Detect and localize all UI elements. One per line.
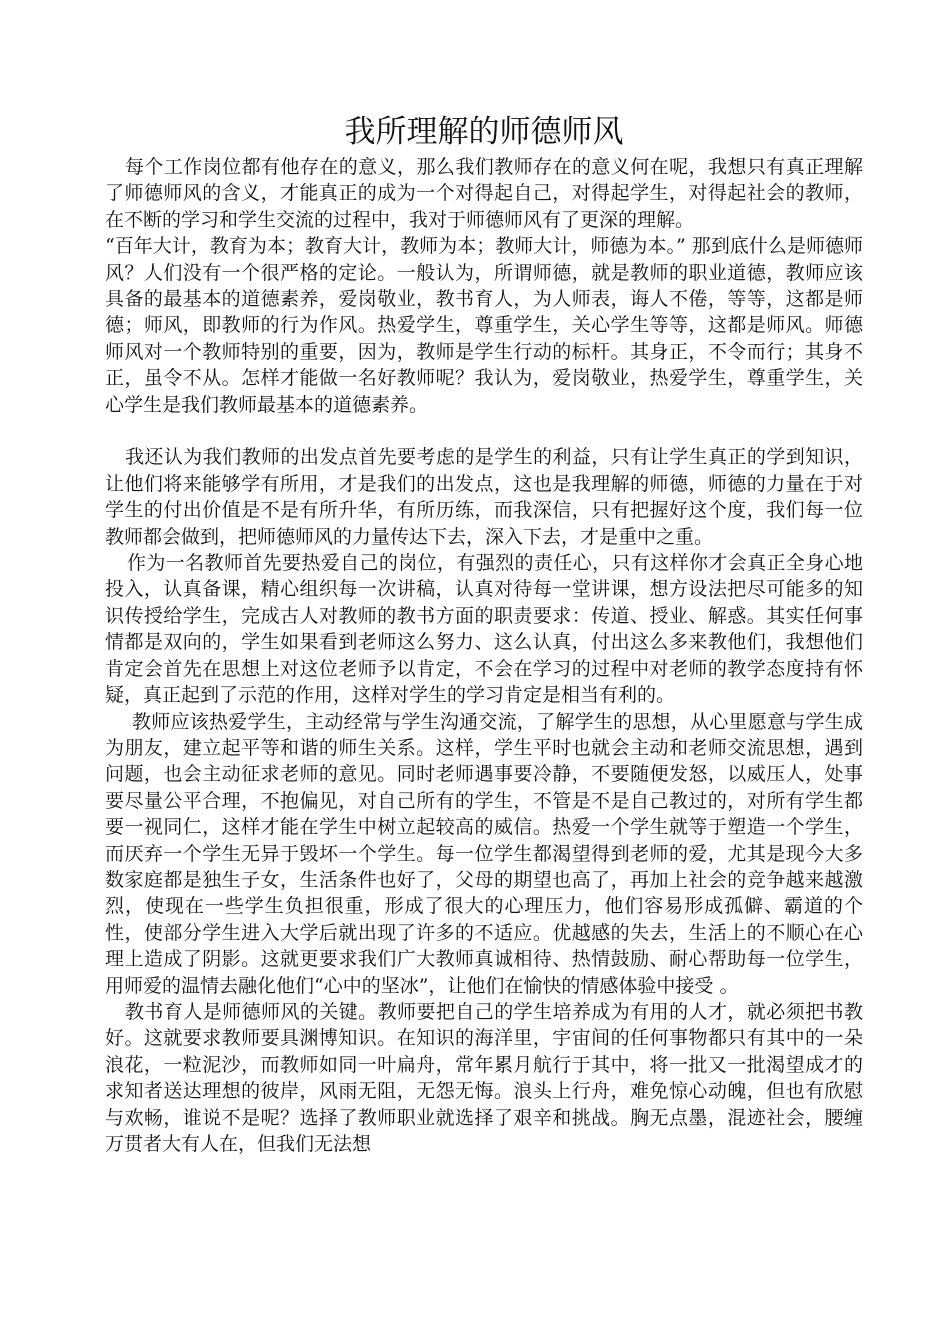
document-title: 我所理解的师德师风 — [344, 114, 624, 150]
paragraph-love-students: 教师应该热爱学生，主动经常与学生沟通交流，了解学生的思想，从心里愿意与学生成为朋友，建立起平等和谐的师生关系。这样，学生平时也就会主动和老师交流思想，遇到问题，也会主动征求老师的意见。同时老师遇事要冷静，不要随便发怒，以威压人，处事要尽量公平合理，不抱偏见，对自己所有的学生，不管是不是自己教过的，对所有学生都要一视同仁，这样才能在学生中树立起较高的威信。热爱一个学生就等于塑造一个学生，而厌弃一个学生无异于毁坏一个学生。每一位学生都渴望得到老师的爱，尤其是现今大多数家庭都是独生子女，生活条件也好了，父母的期望也高了，再加上社会的竞争越来越激烈，使现在一些学生负担很重，形成了很大的心理压力，他们容易形成孤僻、霸道的个性，使部分学生进入大学后就出现了许多的不适应。优越感的失去，生活上的不顺心在心理上造成了阴影。这就更要求我们广大教师真诚相待、热情鼓励、耐心帮助每一位学生，用师爱的温情去融化他们“心中的坚冰”，让他们在愉快的情感体验中接受 。 — [105, 710, 863, 997]
blank-line-spacer — [105, 418, 863, 444]
paragraph-student-interest: 我还认为我们教师的出发点首先要考虑的是学生的利益，只有让学生真正的学到知识，让他们将来能够学有所用，才是我们的出发点，这也是我理解的师德，师德的力量在于对学生的付出价值是不是有所升华，有所历练，而我深信，只有把握好这个度，我们每一位教师都会做到，把师德师风的力量传达下去，深入下去，才是重中之重。 — [105, 446, 863, 548]
paragraph-definition: “百年大计，教育为本；教育大计，教师为本；教师大计，师德为本。” 那到底什么是师德师风？人们没有一个很严格的定论。一般认为，所谓师德，就是教师的职业道德，教师应该具备的最基本的道德素养，爱岗敬业，教书育人，为人师表，诲人不倦，等等，这都是师德；师风，即教师的行为作风。热爱学生，尊重学生，关心学生等等，这都是师风。师德师风对一个教师特别的重要，因为，教师是学生行动的标杆。其身正，不令而行；其身不正，虽令不从。怎样才能做一名好教师呢？我认为，爱岗敬业，热爱学生，尊重学生，关心学生是我们教师最基本的道德素养。 — [105, 235, 863, 416]
document-body — [105, 110, 863, 1157]
paragraph-teaching-key: 教书育人是师德师风的关键。教师要把自己的学生培养成为有用的人才，就必须把书教好。这就要求教师要具渊博知识。在知识的海洋里，宇宙间的任何事物都只有其中的一朵浪花，一粒泥沙，而教师如同一叶扁舟，常年累月航行于其中，将一批又一批渴望成才的求知者送达理想的彼岸，风雨无阻，无怨无悔。浪头上行舟，难免惊心动魄，但也有欣慰与欢畅，谁说不是呢？选择了教师职业就选择了艰辛和挑战。胸无点墨，混迹社会，腰缠万贯者大有人在，但我们无法想 — [105, 1000, 863, 1156]
paragraph-intro: 每个工作岗位都有他存在的意义，那么我们教师存在的意义何在呢，我想只有真正理解了师德师风的含义，才能真正的成为一个对得起自己，对得起学生，对得起社会的教师，在不断的学习和学生交流的过程中，我对于师德师风有了更深的理解。 — [105, 156, 863, 231]
paragraph-love-post: 作为一名教师首先要热爱自己的岗位，有强烈的责任心，只有这样你才会真正全身心地投入，认真备课，精心组织每一次讲稿，认真对待每一堂讲课，想方设法把尽可能多的知识传授给学生，完成古人对教师的教书方面的职责要求：传道、授业、解惑。其实任何事情都是双向的，学生如果看到老师这么努力、这么认真，付出这么多来教他们，我想他们肯定会首先在思想上对这位老师予以肯定，不会在学习的过程中对老师的教学态度持有怀疑，真正起到了示范的作用，这样对学生的学习肯定是相当有利的。 — [105, 552, 863, 707]
